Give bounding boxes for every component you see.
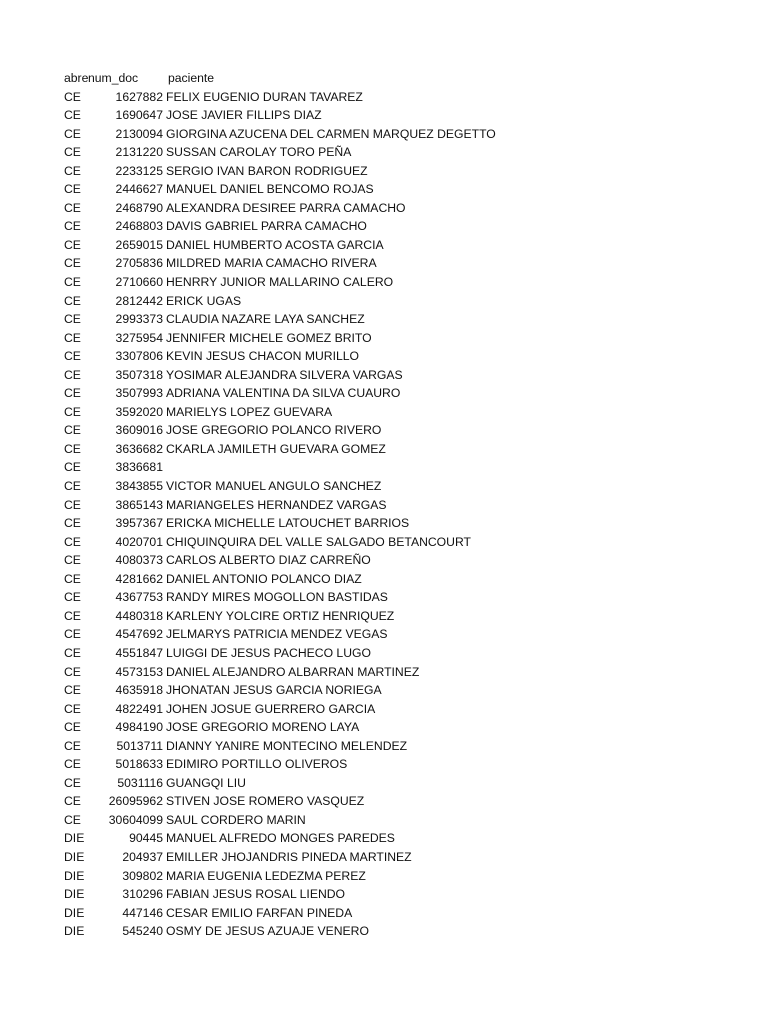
table-row: [64, 143, 744, 162]
abre-cell: CE: [64, 701, 81, 716]
table-row: [64, 922, 744, 941]
header-num-doc: num_doc: [88, 71, 139, 85]
paciente-cell: DANIEL ALEJANDRO ALBARRAN MARTINEZ: [166, 664, 420, 679]
table-row: [64, 867, 744, 886]
abre-cell: CE: [64, 312, 81, 327]
paciente-cell: JOSE JAVIER FILLIPS DIAZ: [166, 108, 322, 123]
num-doc-cell: 3609016: [115, 423, 163, 438]
table-row: [64, 681, 744, 700]
paciente-cell: DANIEL HUMBERTO ACOSTA GARCIA: [166, 237, 384, 252]
paciente-cell: ALEXANDRA DESIREE PARRA CAMACHO: [166, 200, 406, 215]
paciente-cell: MANUEL DANIEL BENCOMO ROJAS: [166, 182, 374, 197]
num-doc-cell: 310296: [122, 887, 163, 902]
abre-cell: DIE: [64, 831, 85, 846]
abre-cell: CE: [64, 664, 81, 679]
abre-cell: CE: [64, 108, 81, 123]
paciente-cell: JOSE GREGORIO MORENO LAYA: [166, 720, 360, 735]
table-row: [64, 570, 744, 589]
num-doc-cell: 3307806: [115, 349, 163, 364]
num-doc-cell: 1690647: [115, 108, 163, 123]
abre-cell: CE: [64, 553, 81, 568]
paciente-cell: MARIANGELES HERNANDEZ VARGAS: [166, 497, 387, 512]
table-row: [64, 477, 744, 496]
paciente-cell: JOHEN JOSUE GUERRERO GARCIA: [166, 701, 376, 716]
abre-cell: CE: [64, 256, 81, 271]
paciente-cell: VICTOR MANUEL ANGULO SANCHEZ: [166, 479, 382, 494]
paciente-cell: ERICK UGAS: [166, 293, 242, 308]
abre-cell: CE: [64, 219, 81, 234]
abre-cell: CE: [64, 571, 81, 586]
num-doc-cell: 30604099: [108, 812, 163, 827]
paciente-cell: GIORGINA AZUCENA DEL CARMEN MARQUEZ DEGETTO: [166, 126, 496, 141]
num-doc-cell: 3507993: [115, 386, 163, 401]
table-row: [64, 644, 744, 663]
num-doc-cell: 26095962: [108, 794, 163, 809]
num-doc-cell: 4573153: [115, 664, 163, 679]
paciente-cell: FELIX EUGENIO DURAN TAVAREZ: [166, 89, 363, 104]
paciente-cell: MANUEL ALFREDO MONGES PAREDES: [166, 831, 395, 846]
num-doc-cell: 2468790: [115, 200, 163, 215]
abre-cell: CE: [64, 441, 81, 456]
num-doc-cell: 309802: [122, 868, 163, 883]
table-row: [64, 217, 744, 236]
paciente-cell: JHONATAN JESUS GARCIA NORIEGA: [166, 683, 382, 698]
paciente-cell: JELMARYS PATRICIA MENDEZ VEGAS: [166, 627, 388, 642]
table-row: [64, 663, 744, 682]
table-row: [64, 755, 744, 774]
paciente-cell: EMILLER JHOJANDRIS PINEDA MARTINEZ: [166, 849, 412, 864]
abre-cell: CE: [64, 182, 81, 197]
table-row: [64, 273, 744, 292]
table-row: [64, 625, 744, 644]
paciente-cell: KARLENY YOLCIRE ORTIZ HENRIQUEZ: [166, 608, 395, 623]
paciente-cell: HENRRY JUNIOR MALLARINO CALERO: [166, 275, 394, 290]
paciente-cell: GUANGQI LIU: [166, 775, 246, 790]
paciente-cell: EDIMIRO PORTILLO OLIVEROS: [166, 757, 348, 772]
table-row: [64, 829, 744, 848]
paciente-cell: OSMY DE JESUS AZUAJE VENERO: [166, 924, 369, 939]
table-row: [64, 737, 744, 756]
abre-cell: CE: [64, 683, 81, 698]
table-row: [64, 774, 744, 793]
num-doc-cell: 3836681: [115, 460, 163, 475]
table-row: [64, 366, 744, 385]
num-doc-cell: 2446627: [115, 182, 163, 197]
abre-cell: CE: [64, 608, 81, 623]
abre-cell: CE: [64, 479, 81, 494]
paciente-cell: FABIAN JESUS ROSAL LIENDO: [166, 887, 346, 902]
paciente-cell: JENNIFER MICHELE GOMEZ BRITO: [166, 330, 372, 345]
abre-cell: DIE: [64, 924, 85, 939]
table-row: [64, 403, 744, 422]
abre-cell: CE: [64, 349, 81, 364]
table-row: [64, 496, 744, 515]
paciente-cell: SUSSAN CAROLAY TORO PEÑA: [166, 145, 352, 160]
num-doc-cell: 2233125: [115, 163, 163, 178]
abre-cell: CE: [64, 126, 81, 141]
abre-cell: CE: [64, 200, 81, 215]
table-row: [64, 700, 744, 719]
num-doc-cell: 2468803: [115, 219, 163, 234]
table-row: [64, 162, 744, 181]
num-doc-cell: 2130094: [115, 126, 163, 141]
abre-cell: CE: [64, 423, 81, 438]
num-doc-cell: 4020701: [115, 534, 163, 549]
table-row: [64, 848, 744, 867]
table-row: [64, 885, 744, 904]
num-doc-cell: 5018633: [115, 757, 163, 772]
paciente-cell: LUIGGI DE JESUS PACHECO LUGO: [166, 645, 371, 660]
table-row: [64, 607, 744, 626]
header-abre: abre: [64, 71, 89, 85]
paciente-cell: DIANNY YANIRE MONTECINO MELENDEZ: [166, 738, 408, 753]
abre-cell: CE: [64, 627, 81, 642]
num-doc-cell: 447146: [122, 905, 163, 920]
num-doc-cell: 5013711: [116, 738, 163, 753]
paciente-cell: YOSIMAR ALEJANDRA SILVERA VARGAS: [166, 367, 403, 382]
paciente-cell: ERICKA MICHELLE LATOUCHET BARRIOS: [166, 516, 410, 531]
paciente-cell: DANIEL ANTONIO POLANCO DIAZ: [166, 571, 362, 586]
paciente-cell: STIVEN JOSE ROMERO VASQUEZ: [166, 794, 365, 809]
paciente-cell: SAUL CORDERO MARIN: [166, 812, 306, 827]
abre-cell: CE: [64, 812, 81, 827]
table-row: [64, 254, 744, 273]
num-doc-cell: 4281662: [115, 571, 163, 586]
table-row: [64, 310, 744, 329]
paciente-cell: CHIQUINQUIRA DEL VALLE SALGADO BETANCOURT: [166, 534, 471, 549]
table-row: [64, 458, 744, 477]
table-row: [64, 811, 744, 830]
table-row: [64, 588, 744, 607]
num-doc-cell: 3592020: [115, 404, 163, 419]
paciente-cell: MARIELYS LOPEZ GUEVARA: [166, 404, 333, 419]
num-doc-cell: 2659015: [115, 237, 163, 252]
num-doc-cell: 4822491: [115, 701, 163, 716]
table-row: [64, 329, 744, 348]
table-row: [64, 236, 744, 255]
header-row: [64, 69, 744, 88]
num-doc-cell: 1627882: [115, 89, 163, 104]
num-doc-cell: 4367753: [115, 590, 163, 605]
abre-cell: CE: [64, 645, 81, 660]
num-doc-cell: 4547692: [115, 627, 163, 642]
abre-cell: CE: [64, 275, 81, 290]
table-row: [64, 180, 744, 199]
abre-cell: CE: [64, 534, 81, 549]
abre-cell: CE: [64, 386, 81, 401]
header-paciente: paciente: [168, 71, 215, 85]
num-doc-cell: 90445: [129, 831, 163, 846]
table-row: [64, 440, 744, 459]
num-doc-cell: 5031116: [117, 775, 163, 790]
table-row: [64, 533, 744, 552]
paciente-cell: CKARLA JAMILETH GUEVARA GOMEZ: [166, 441, 386, 456]
paciente-cell: KEVIN JESUS CHACON MURILLO: [166, 349, 360, 364]
spreadsheet-table: [64, 69, 744, 941]
num-doc-cell: 4480318: [115, 608, 163, 623]
paciente-cell: CLAUDIA NAZARE LAYA SANCHEZ: [166, 312, 365, 327]
abre-cell: CE: [64, 163, 81, 178]
paciente-cell: SERGIO IVAN BARON RODRIGUEZ: [166, 163, 368, 178]
table-row: [64, 792, 744, 811]
abre-cell: CE: [64, 404, 81, 419]
num-doc-cell: 2812442: [115, 293, 163, 308]
num-doc-cell: 3275954: [115, 330, 163, 345]
table-row: [64, 718, 744, 737]
table-row: [64, 551, 744, 570]
num-doc-cell: 4984190: [115, 720, 163, 735]
abre-cell: DIE: [64, 905, 85, 920]
table-row: [64, 199, 744, 218]
abre-cell: CE: [64, 293, 81, 308]
num-doc-cell: 545240: [122, 924, 163, 939]
abre-cell: CE: [64, 794, 81, 809]
abre-cell: CE: [64, 367, 81, 382]
table-row: [64, 292, 744, 311]
num-doc-cell: 2705836: [115, 256, 163, 271]
num-doc-cell: 4551847: [115, 645, 163, 660]
paciente-cell: DAVIS GABRIEL PARRA CAMACHO: [166, 219, 367, 234]
paciente-cell: CARLOS ALBERTO DIAZ CARREÑO: [166, 553, 371, 568]
paciente-cell: JOSE GREGORIO POLANCO RIVERO: [166, 423, 382, 438]
paciente-cell: ADRIANA VALENTINA DA SILVA CUAURO: [166, 386, 401, 401]
num-doc-cell: 4080373: [115, 553, 163, 568]
abre-cell: CE: [64, 738, 81, 753]
abre-cell: DIE: [64, 868, 85, 883]
abre-cell: CE: [64, 460, 81, 475]
num-doc-cell: 2710660: [115, 275, 163, 290]
abre-cell: CE: [64, 145, 81, 160]
abre-cell: CE: [64, 590, 81, 605]
table-row: [64, 125, 744, 144]
abre-cell: CE: [64, 89, 81, 104]
abre-cell: CE: [64, 516, 81, 531]
num-doc-cell: 3865143: [115, 497, 163, 512]
num-doc-cell: 204937: [122, 849, 163, 864]
abre-cell: CE: [64, 497, 81, 512]
num-doc-cell: 3507318: [115, 367, 163, 382]
abre-cell: DIE: [64, 849, 85, 864]
table-row: [64, 88, 744, 107]
paciente-cell: MARIA EUGENIA LEDEZMA PEREZ: [166, 868, 366, 883]
table-row: [64, 514, 744, 533]
abre-cell: CE: [64, 237, 81, 252]
num-doc-cell: 2131220: [115, 145, 163, 160]
abre-cell: CE: [64, 775, 81, 790]
num-doc-cell: 4635918: [115, 683, 163, 698]
table-row: [64, 421, 744, 440]
paciente-cell: CESAR EMILIO FARFAN PINEDA: [166, 905, 353, 920]
table-row: [64, 347, 744, 366]
abre-cell: DIE: [64, 887, 85, 902]
abre-cell: CE: [64, 720, 81, 735]
paciente-cell: RANDY MIRES MOGOLLON BASTIDAS: [166, 590, 388, 605]
table-row: [64, 904, 744, 923]
num-doc-cell: 3636682: [115, 441, 163, 456]
num-doc-cell: 3843855: [115, 479, 163, 494]
abre-cell: CE: [64, 330, 81, 345]
num-doc-cell: 2993373: [115, 312, 163, 327]
table-row: [64, 384, 744, 403]
paciente-cell: MILDRED MARIA CAMACHO RIVERA: [166, 256, 377, 271]
num-doc-cell: 3957367: [115, 516, 163, 531]
table-body: [64, 88, 744, 941]
abre-cell: CE: [64, 757, 81, 772]
table-row: [64, 106, 744, 125]
